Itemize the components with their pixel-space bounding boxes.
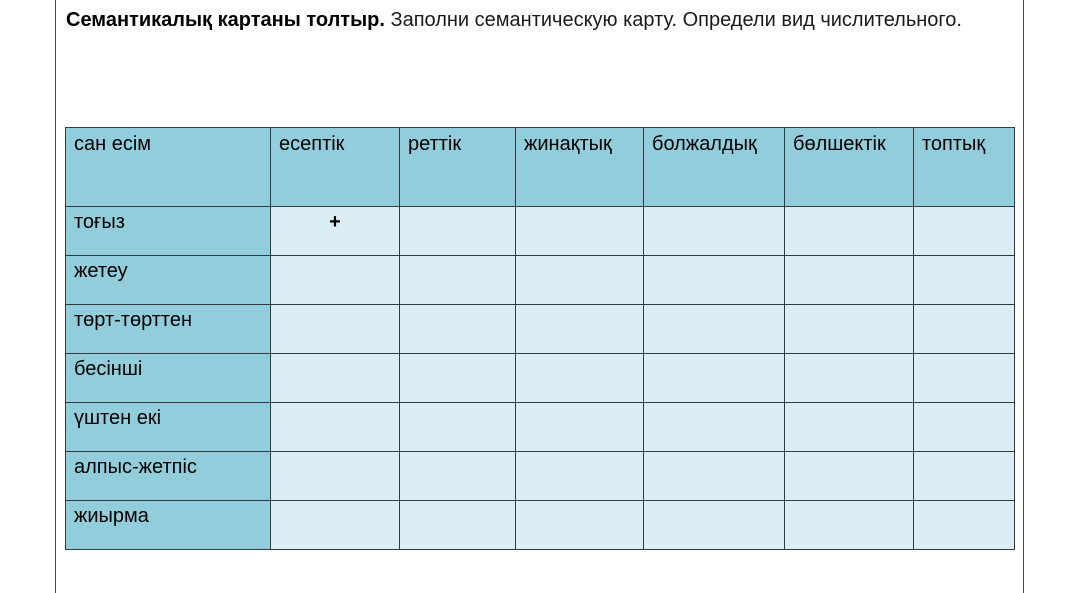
answer-cell[interactable]	[644, 501, 785, 550]
header-cardinal: есептік	[271, 128, 400, 207]
answer-cell[interactable]	[914, 207, 1015, 256]
answer-cell[interactable]	[914, 354, 1015, 403]
answer-cell[interactable]	[516, 256, 644, 305]
answer-cell[interactable]	[785, 403, 914, 452]
answer-cell[interactable]: +	[271, 207, 400, 256]
table-row	[66, 354, 1015, 403]
table-row	[66, 207, 1015, 256]
answer-cell[interactable]	[400, 207, 516, 256]
answer-cell[interactable]	[516, 501, 644, 550]
answer-cell[interactable]	[516, 403, 644, 452]
table-row	[66, 403, 1015, 452]
row-label: алпыс-жетпіс	[66, 452, 271, 501]
answer-cell[interactable]	[914, 256, 1015, 305]
answer-cell[interactable]	[400, 354, 516, 403]
row-label: үштен екі	[66, 403, 271, 452]
answer-cell[interactable]	[644, 354, 785, 403]
header-row	[66, 128, 1015, 207]
answer-cell[interactable]	[785, 501, 914, 550]
header-ordinal: реттік	[400, 128, 516, 207]
table-row	[66, 452, 1015, 501]
answer-cell[interactable]	[785, 354, 914, 403]
row-label: тоғыз	[66, 207, 271, 256]
table-row	[66, 256, 1015, 305]
answer-cell[interactable]	[271, 501, 400, 550]
header-collective: жинақтық	[516, 128, 644, 207]
header-distributive: топтық	[914, 128, 1015, 207]
answer-cell[interactable]	[400, 452, 516, 501]
answer-cell[interactable]	[914, 305, 1015, 354]
answer-cell[interactable]	[914, 501, 1015, 550]
task-instruction	[66, 6, 966, 34]
answer-cell[interactable]	[914, 403, 1015, 452]
semantic-map-table	[65, 127, 1015, 550]
answer-cell[interactable]	[785, 256, 914, 305]
answer-cell[interactable]	[271, 354, 400, 403]
answer-cell[interactable]	[400, 403, 516, 452]
answer-cell[interactable]	[400, 305, 516, 354]
answer-cell[interactable]	[914, 452, 1015, 501]
row-label: жиырма	[66, 501, 271, 550]
answer-cell[interactable]	[644, 207, 785, 256]
answer-cell[interactable]	[516, 305, 644, 354]
header-approximate: болжалдық	[644, 128, 785, 207]
answer-cell[interactable]	[516, 354, 644, 403]
answer-cell[interactable]	[271, 256, 400, 305]
answer-cell[interactable]	[644, 305, 785, 354]
answer-cell[interactable]	[785, 452, 914, 501]
answer-cell[interactable]	[644, 256, 785, 305]
answer-cell[interactable]	[400, 256, 516, 305]
answer-cell[interactable]	[785, 305, 914, 354]
answer-cell[interactable]	[644, 403, 785, 452]
answer-cell[interactable]	[516, 452, 644, 501]
table-row	[66, 305, 1015, 354]
answer-cell[interactable]	[271, 452, 400, 501]
answer-cell[interactable]	[400, 501, 516, 550]
header-numeral: сан есім	[66, 128, 271, 207]
answer-cell[interactable]	[785, 207, 914, 256]
answer-cell[interactable]	[516, 207, 644, 256]
answer-cell[interactable]	[271, 305, 400, 354]
instruction-kazakh: Семантикалық картаны толтыр.	[66, 9, 385, 31]
table-row	[66, 501, 1015, 550]
instruction-russian: Заполни семантическую карту. Определи вид числительного.	[384, 9, 962, 31]
row-label: бесінші	[66, 354, 271, 403]
row-label: жетеу	[66, 256, 271, 305]
answer-cell[interactable]	[644, 452, 785, 501]
row-label: төрт-төрттен	[66, 305, 271, 354]
header-fractional: бөлшектік	[785, 128, 914, 207]
answer-cell[interactable]	[271, 403, 400, 452]
